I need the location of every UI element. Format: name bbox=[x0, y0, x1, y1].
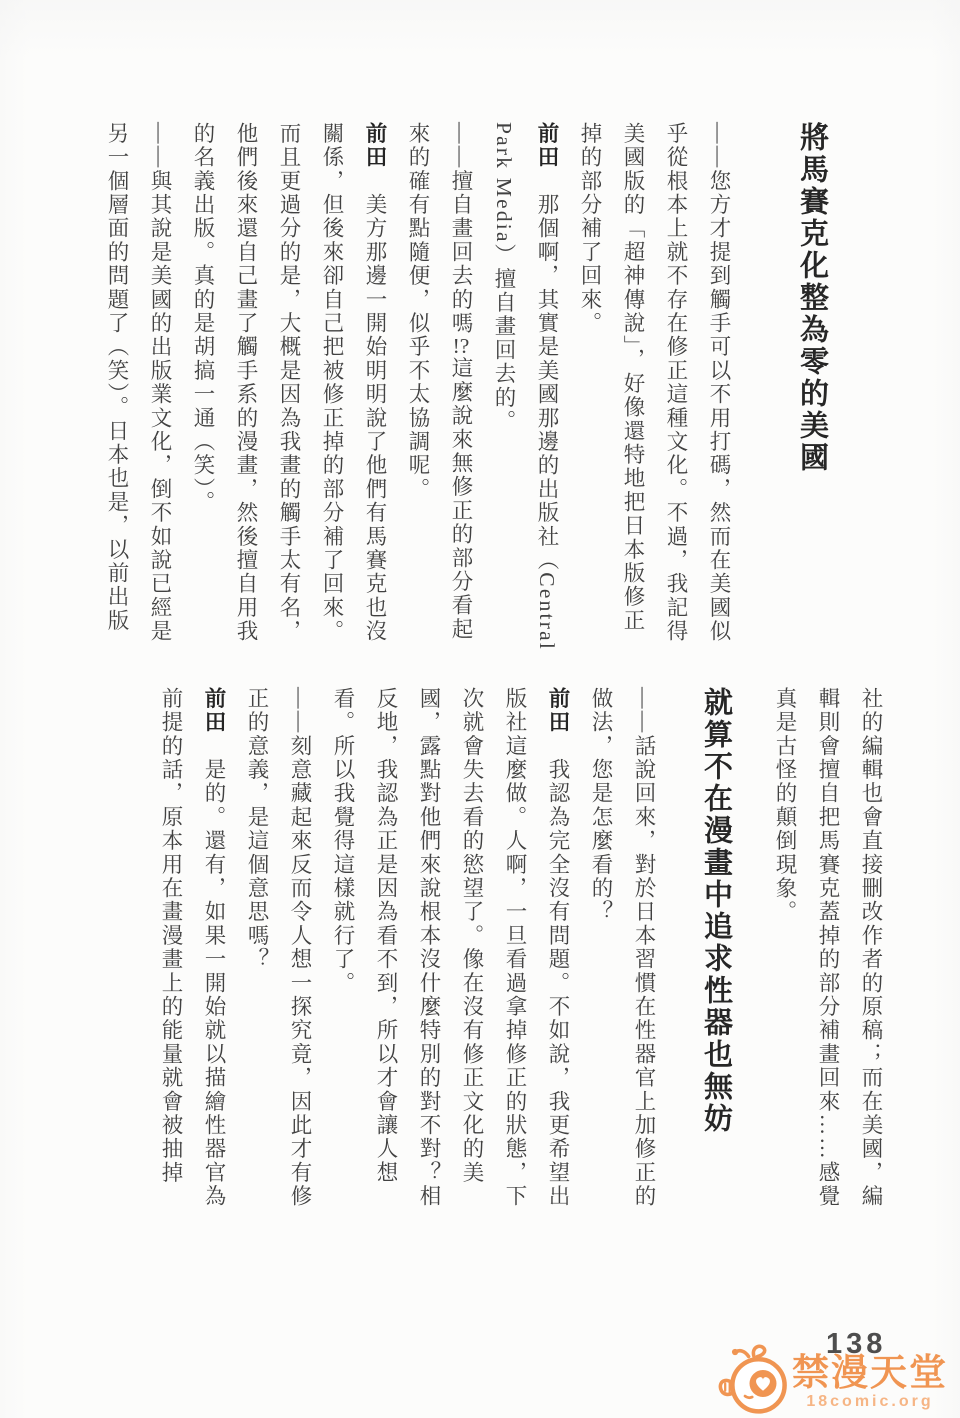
text-column: 看。所以我覺得這樣就行了。 bbox=[331, 687, 355, 996]
text-column: ——與其說是美國的出版業文化，倒不如說已經是 bbox=[148, 122, 172, 644]
section-heading-no-genitals-needed: 就算不在漫畫中追求性器也無妨 bbox=[700, 687, 732, 1135]
section-us-mosaic bbox=[95, 122, 840, 652]
mascot-whale-icon bbox=[718, 1342, 790, 1418]
watermark-text bbox=[792, 1351, 948, 1410]
watermark-site-name: 禁漫天堂 bbox=[792, 1351, 948, 1393]
text-column: ——刻意藏起來反而令人想一探究竟，因此才有修 bbox=[288, 687, 312, 1209]
text-column: ——話說回來，對於日本習慣在性器官上加修正的 bbox=[632, 687, 656, 1209]
section-heading-us-mosaic: 將馬賽克化整為零的美國 bbox=[796, 122, 828, 474]
watermark-site-url: 18comic.org bbox=[806, 1392, 934, 1410]
text-column: 前田 我認為完全沒有問題。不如說，我更希望出 bbox=[546, 687, 570, 1209]
text-column: 做法，您是怎麼看的？ bbox=[589, 687, 613, 924]
text-column: 的名義出版。真的是胡搞一通（笑）。 bbox=[191, 122, 215, 515]
text-column: 前田 那個啊，其實是美國那邊的出版社（Central bbox=[535, 122, 559, 651]
text-column: 輯則會擅自把馬賽克蓋掉的部分補畫回來……感覺 bbox=[816, 687, 840, 1209]
text-column: 社的編輯也會直接刪改作者的原稿；而在美國，編 bbox=[859, 687, 883, 1209]
text-column: 正的意義，是這個意思嗎？ bbox=[245, 687, 269, 972]
text-column: 而且更過分的是，大概是因為我畫的觸手太有名， bbox=[277, 122, 301, 644]
text-column: 版社這麼做。人啊，一旦看過拿掉修正的狀態，下 bbox=[503, 687, 527, 1209]
text-column: 前田 是的。還有，如果一開始就以描繪性器官為 bbox=[202, 687, 226, 1209]
section-no-genitals-needed bbox=[149, 687, 892, 1217]
text-column: 另一個層面的問題了（笑）。日本也是，以前出版 bbox=[105, 122, 129, 633]
text-column: ——擅自畫回去的嗎!?這麼說來無修正的部分看起 bbox=[449, 122, 473, 642]
text-column: 前提的話，原本用在畫漫畫上的能量就會被抽掉 bbox=[159, 687, 183, 1185]
text-column: 乎從根本上就不存在修正這種文化。不過，我記得 bbox=[664, 122, 688, 644]
text-column: 來的確有點隨便，似乎不太協調呢。 bbox=[406, 122, 430, 502]
text-column: 反地，我認為正是因為看不到，所以才會讓人想 bbox=[374, 687, 398, 1185]
text-column: 前田 美方那邊一開始明明說了他們有馬賽克也沒 bbox=[363, 122, 387, 644]
text-column: 國，露點對他們來說根本沒什麼特別的對不對？相 bbox=[417, 687, 441, 1209]
text-column: Park Media）擅自畫回去的。 bbox=[492, 122, 516, 434]
text-column: 次就會失去看的慾望了。像在沒有修正文化的美 bbox=[460, 687, 484, 1185]
text-column: 美國版的「超神傳說」，好像還特地把日本版修正 bbox=[621, 122, 645, 633]
text-column: ——您方才提到觸手可以不用打碼，然而在美國似 bbox=[707, 122, 731, 644]
text-column: 他們後來還自己畫了觸手系的漫畫，然後擅自用我 bbox=[234, 122, 258, 644]
text-column: 關係，但後來卻自己把被修正掉的部分補了回來。 bbox=[320, 122, 344, 644]
site-watermark bbox=[718, 1342, 948, 1418]
page-number: 138 bbox=[826, 1328, 887, 1360]
text-column: 真是古怪的顛倒現象。 bbox=[773, 687, 797, 924]
text-column: 掉的部分補了回來。 bbox=[578, 122, 602, 336]
